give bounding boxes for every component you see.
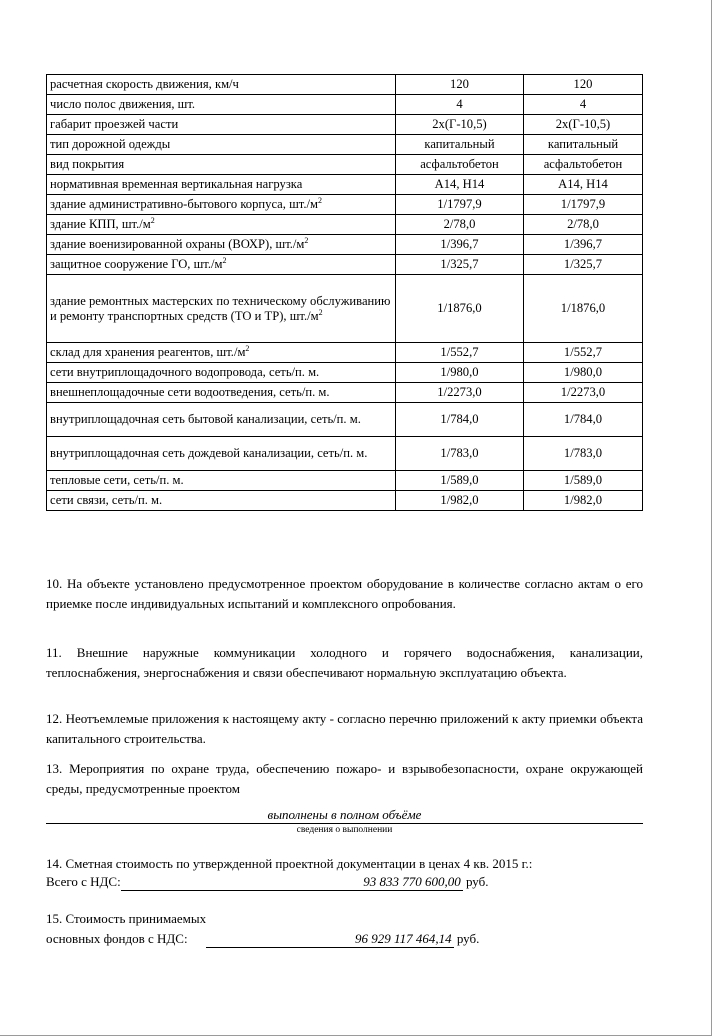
- item-15-title: 15. Стоимость принимаемых: [46, 911, 207, 926]
- item-15-value: 96 929 117 464,14: [206, 931, 454, 948]
- completion-field: [46, 806, 643, 836]
- parameter-name: здание военизированной охраны (ВОХР), шт./м: [50, 237, 305, 251]
- parameter-name-cell: [47, 155, 396, 175]
- table-row: [47, 195, 643, 215]
- value-cell-actual: А14, Н14: [524, 175, 643, 195]
- unit-superscript: 2: [318, 307, 323, 317]
- item-15-total-row: [46, 930, 479, 948]
- value-cell-actual: капитальный: [524, 135, 643, 155]
- parameter-name-cell: [47, 471, 396, 491]
- table-row: [47, 175, 643, 195]
- parameter-name-cell: [47, 275, 396, 343]
- value-cell-project: 1/396,7: [396, 235, 524, 255]
- value-cell-actual: 1/784,0: [524, 403, 643, 437]
- value-cell-actual: 1/325,7: [524, 255, 643, 275]
- parameter-name: сети связи, сеть/п. м.: [50, 493, 163, 507]
- value-cell-project: 120: [396, 75, 524, 95]
- parameter-name-cell: [47, 115, 396, 135]
- parameter-name: склад для хранения реагентов, шт./м: [50, 345, 246, 359]
- item-14-label: Всего с НДС:: [46, 874, 121, 889]
- unit-superscript: 2: [150, 215, 155, 225]
- parameter-name: внутриплощадочная сеть дождевой канализации, сеть/п. м.: [50, 446, 368, 460]
- parameter-name: защитное сооружение ГО, шт./м: [50, 257, 223, 271]
- parameter-name-cell: [47, 135, 396, 155]
- value-cell-project: 1/982,0: [396, 491, 524, 511]
- value-cell-project: 1/783,0: [396, 437, 524, 471]
- parameter-name-cell: [47, 75, 396, 95]
- table-row: [47, 343, 643, 363]
- value-cell-actual: 1/2273,0: [524, 383, 643, 403]
- table-row: [47, 135, 643, 155]
- value-cell-actual: 1/552,7: [524, 343, 643, 363]
- table-row: [47, 115, 643, 135]
- parameters-table-body: [47, 75, 643, 511]
- parameter-name-cell: [47, 383, 396, 403]
- value-cell-project: 2/78,0: [396, 215, 524, 235]
- parameter-name-cell: [47, 343, 396, 363]
- value-cell-project: 1/2273,0: [396, 383, 524, 403]
- table-row: [47, 95, 643, 115]
- parameter-name: здание КПП, шт./м: [50, 217, 151, 231]
- table-row: [47, 235, 643, 255]
- item-14-title: 14. Сметная стоимость по утвержденной проектной документации в ценах 4 кв. 2015 г.:: [46, 856, 533, 871]
- table-row: [47, 363, 643, 383]
- unit-superscript: 2: [222, 255, 227, 265]
- parameter-name-cell: [47, 215, 396, 235]
- parameter-name-cell: [47, 235, 396, 255]
- unit-superscript: 2: [317, 195, 322, 205]
- parameter-name: внешнеплощадочные сети водоотведения, сеть/п. м.: [50, 385, 330, 399]
- value-cell-project: 1/1876,0: [396, 275, 524, 343]
- parameter-name-cell: [47, 255, 396, 275]
- value-cell-project: 1/1797,9: [396, 195, 524, 215]
- parameter-name: тепловые сети, сеть/п. м.: [50, 473, 184, 487]
- parameter-name: внутриплощадочная сеть бытовой канализации, сеть/п. м.: [50, 412, 361, 426]
- parameter-name-cell: [47, 437, 396, 471]
- parameter-name-cell: [47, 175, 396, 195]
- completion-value: выполнены в полном объёме: [46, 806, 643, 824]
- completion-caption: сведения о выполнении: [296, 825, 393, 835]
- value-cell-project: асфальтобетон: [396, 155, 524, 175]
- table-row: [47, 491, 643, 511]
- table-row: [47, 383, 643, 403]
- value-cell-project: 2х(Г-10,5): [396, 115, 524, 135]
- item-14-total-row: [46, 873, 488, 891]
- table-row: [47, 75, 643, 95]
- parameter-name: тип дорожной одежды: [50, 137, 171, 151]
- parameter-name: здание административно-бытового корпуса, шт./м: [50, 197, 318, 211]
- parameter-name: здание ремонтных мастерских по техническому обслуживанию и ремонту транспортных средств (ТО и ТР), шт./м: [50, 293, 391, 323]
- parameter-name: вид покрытия: [50, 157, 125, 171]
- value-cell-project: 1/784,0: [396, 403, 524, 437]
- paragraph-10: 10. На объекте установлено предусмотренное проектом оборудование в количестве согласно актам о его приемке после индивидуальных испытаний и комплексного опробования.: [46, 576, 643, 611]
- item-15-label: основных фондов с НДС:: [46, 931, 188, 946]
- table-row: [47, 215, 643, 235]
- parameter-name: сети внутриплощадочного водопровода, сеть/п. м.: [50, 365, 320, 379]
- value-cell-project: А14, Н14: [396, 175, 524, 195]
- table-row: [47, 471, 643, 491]
- parameter-name: нормативная временная вертикальная нагрузка: [50, 177, 303, 191]
- table-row: [47, 255, 643, 275]
- table-row: [47, 403, 643, 437]
- parameters-table: [46, 74, 643, 511]
- value-cell-project: 4: [396, 95, 524, 115]
- value-cell-actual: 2х(Г-10,5): [524, 115, 643, 135]
- value-cell-actual: 4: [524, 95, 643, 115]
- parameter-name: число полос движения, шт.: [50, 97, 196, 111]
- table-row: [47, 155, 643, 175]
- value-cell-project: капитальный: [396, 135, 524, 155]
- parameter-name-cell: [47, 95, 396, 115]
- value-cell-project: 1/589,0: [396, 471, 524, 491]
- parameter-name-cell: [47, 363, 396, 383]
- value-cell-actual: 1/980,0: [524, 363, 643, 383]
- parameter-name-cell: [47, 195, 396, 215]
- paragraph-13: 13. Мероприятия по охране труда, обеспечению пожаро- и взрывобезопасности, охране окружающей среды, предусмотренные проектом: [46, 761, 643, 796]
- value-cell-actual: асфальтобетон: [524, 155, 643, 175]
- value-cell-actual: 120: [524, 75, 643, 95]
- unit-superscript: 2: [304, 235, 309, 245]
- value-cell-actual: 1/396,7: [524, 235, 643, 255]
- paragraph-11: 11. Внешние наружные коммуникации холодного и горячего водоснабжения, канализации, теплоснабжения, энергоснабжения и связи обеспечивают нормальную эксплуатацию объекта.: [46, 645, 643, 680]
- value-cell-project: 1/980,0: [396, 363, 524, 383]
- parameter-name-cell: [47, 403, 396, 437]
- item-15-unit: руб.: [456, 931, 480, 946]
- table-row: [47, 437, 643, 471]
- value-cell-actual: 2/78,0: [524, 215, 643, 235]
- parameter-name: расчетная скорость движения, км/ч: [50, 77, 239, 91]
- value-cell-actual: 1/589,0: [524, 471, 643, 491]
- value-cell-actual: 1/1876,0: [524, 275, 643, 343]
- value-cell-project: 1/325,7: [396, 255, 524, 275]
- parameter-name: габарит проезжей части: [50, 117, 179, 131]
- item-14-value: 93 833 770 600,00: [121, 874, 463, 891]
- table-row: [47, 275, 643, 343]
- value-cell-actual: 1/982,0: [524, 491, 643, 511]
- value-cell-actual: 1/1797,9: [524, 195, 643, 215]
- item-14-unit: руб.: [465, 874, 489, 889]
- paragraph-12: 12. Неотъемлемые приложения к настоящему акту - согласно перечню приложений к акту приемки объекта капитального строительства.: [46, 711, 643, 746]
- value-cell-actual: 1/783,0: [524, 437, 643, 471]
- value-cell-project: 1/552,7: [396, 343, 524, 363]
- parameter-name-cell: [47, 491, 396, 511]
- unit-superscript: 2: [245, 343, 250, 353]
